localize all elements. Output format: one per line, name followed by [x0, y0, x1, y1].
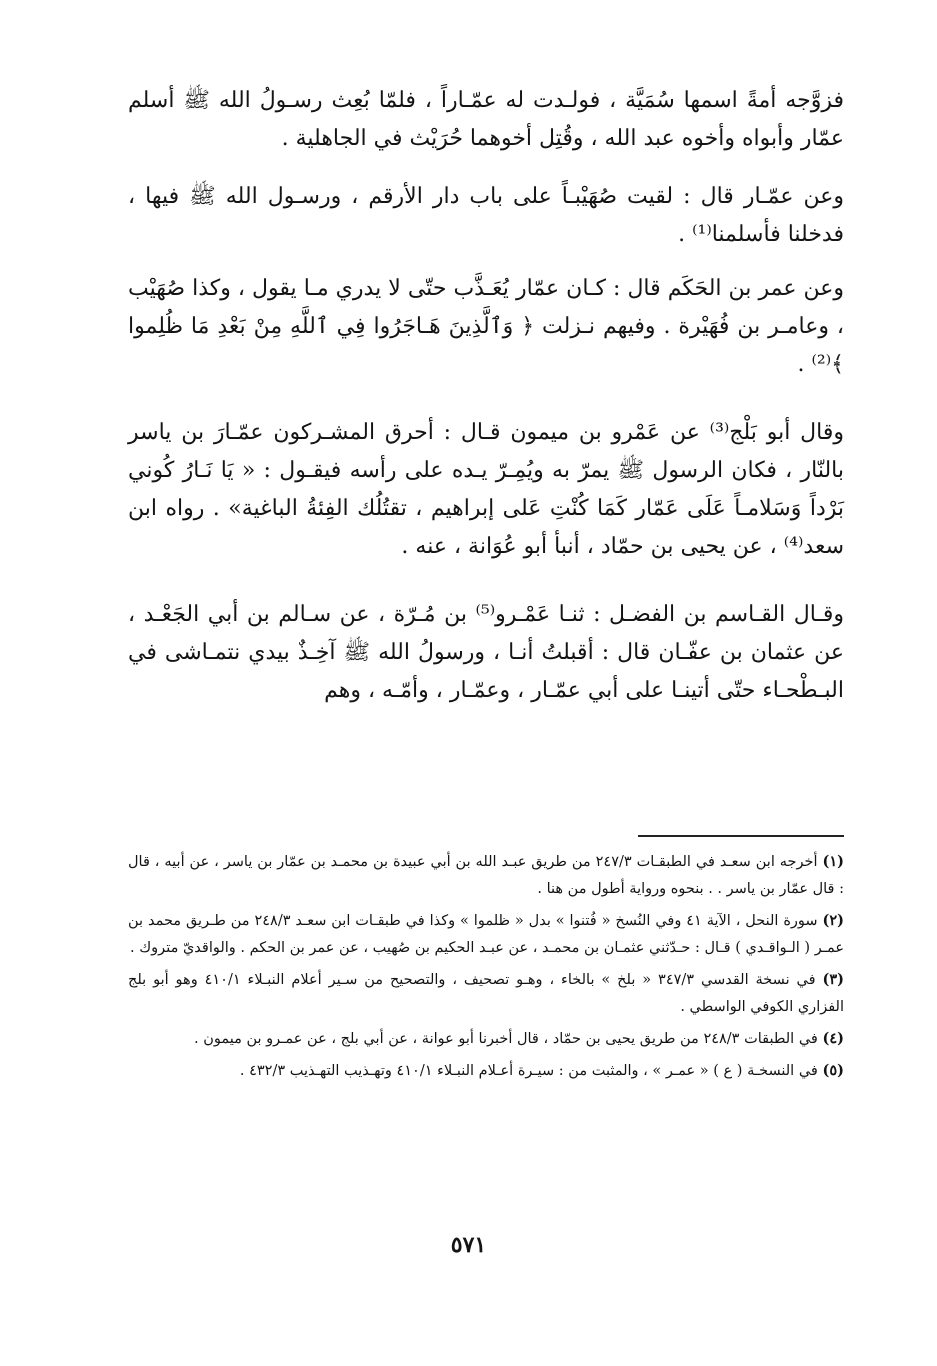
paragraph-4: وقال أبو بَلْج⁽³⁾ عن عَمْرو بن ميمون قـال : أحرق المشـركون عمّـارَ بن ياسر بالنّار ، فكان الرسول ﷺ يمرّ به ويُمِـرّ يـده على رأسه فيقـول : « يَا نَـارُ كُوني بَرْداً وَسَلامـاً عَلَى عَمّار كَمَا كُنْتِ عَلى إبراهيم ، تقتُلُك الفِئةُ الباغية» . رواه ابن سعد⁽⁴⁾ ، عن يحيى بن حمّاد ، أنبأ أبو عُوَانة ، عنه .	[128, 420, 844, 559]
footnote-number: (١)	[822, 853, 844, 870]
paragraph-2: وعن عمّـار قال : لقيت صُهَيْبـاً على باب دار الأرقم ، ورسـول الله ﷺ فيها ، فدخلنا فأسلمنا⁽¹⁾ .	[128, 184, 844, 247]
page-number: ٥٧١	[450, 1232, 487, 1258]
main-text	[128, 82, 844, 730]
footnote-number: (٣)	[822, 971, 844, 988]
footnote-text: سورة النحل ، الآية ٤١ وفي النُسخ « فُتنوا » بدل « ظلموا » وكذا في طبقـات ابن سعـد ٢٤٨/٣ من طـريق محمد بن عمـر ( الـواقـدي ) قـال : حـدّثني عثمـان بن محمـد ، عن عبـد الحكيم بن صُهيب ، عن عمر بن الحكم . والواقديّ متروك .	[128, 913, 844, 956]
footnote-divider	[638, 835, 844, 837]
footnote-1	[128, 848, 844, 903]
paragraph-5: وقـال القـاسم بن الفضـل : ثنـا عَمْـرو⁽⁵⁾ بن مُـرّة ، عن سـالم بن أبي الجَعْـد ، عن عثمان بن عفّـان قال : أقبلتُ أنـا ، ورسولُ الله ﷺ آخِـذٌ بيدي نتمـاشى في البـطْحـاء حتّى أتينـا على أبي عمّـار ، وعمّـار ، وأمّـه ، وهم	[128, 602, 844, 703]
footnote-4	[128, 1025, 844, 1053]
footnote-3	[128, 966, 844, 1021]
footnote-number: (٤)	[822, 1030, 844, 1047]
footnote-text: في النسخـة ( ع ) « عمـر » ، والمثبت من : سيـرة أعـلام النبـلاء ٤١٠/١ وتهـذيب التهـذيب ٤٣٢/٣ .	[239, 1063, 818, 1079]
footnote-text: في نسخة القدسي ٣٤٧/٣ « بلخ » بالخاء ، وهـو تصحيف ، والتصحيح من سـير أعلام النبـلاء ٤١٠/١ وهو أبو بلج الفزاري الكوفي الواسطي .	[128, 972, 844, 1015]
footnote-text: أخرجه ابن سعـد في الطبقـات ٢٤٧/٣ من طريق عبـد الله بن أبي عبيدة بن محمـد بن عمّار بن ياسر ، عن أبيه ، قال : قال عمّار بن ياسر . . بنحوه ورواية أطول من هنا .	[128, 854, 844, 897]
footnote-text: في الطبقات ٢٤٨/٣ من طريق يحيى بن حمّاد ، قال أخبرنا أبو عوانة ، عن أبي بلج ، عن عمـرو بن ميمون .	[193, 1031, 818, 1047]
footnote-number: (٥)	[822, 1062, 844, 1079]
paragraph-1: فزوَّجه أمةً اسمها سُمَيَّة ، فولـدت له عمّـاراً ، فلمّا بُعِث رسـولُ الله ﷺ أسلم عمّار وأبواه وأخوه عبد الله ، وقُتِل أخوهما حُرَيْث في الجاهلية .	[128, 88, 844, 151]
footnote-2	[128, 907, 844, 962]
paragraph-3: وعن عمر بن الحَكَم قال : كـان عمّار يُعَـذَّب حتّى لا يدري مـا يقول ، وكذا صُهَيْب ، وعامـر بن فُهَيْرة . وفيهم نـزلت ﴿ وَٱلَّذِينَ هَـاجَرُوا فِي ٱللَّهِ مِنْ بَعْدِ مَا ظُلِموا ﴾⁽²⁾ .	[128, 276, 844, 377]
footnote-number: (٢)	[822, 912, 844, 929]
footnotes	[128, 848, 844, 1089]
footnote-5	[128, 1057, 844, 1085]
